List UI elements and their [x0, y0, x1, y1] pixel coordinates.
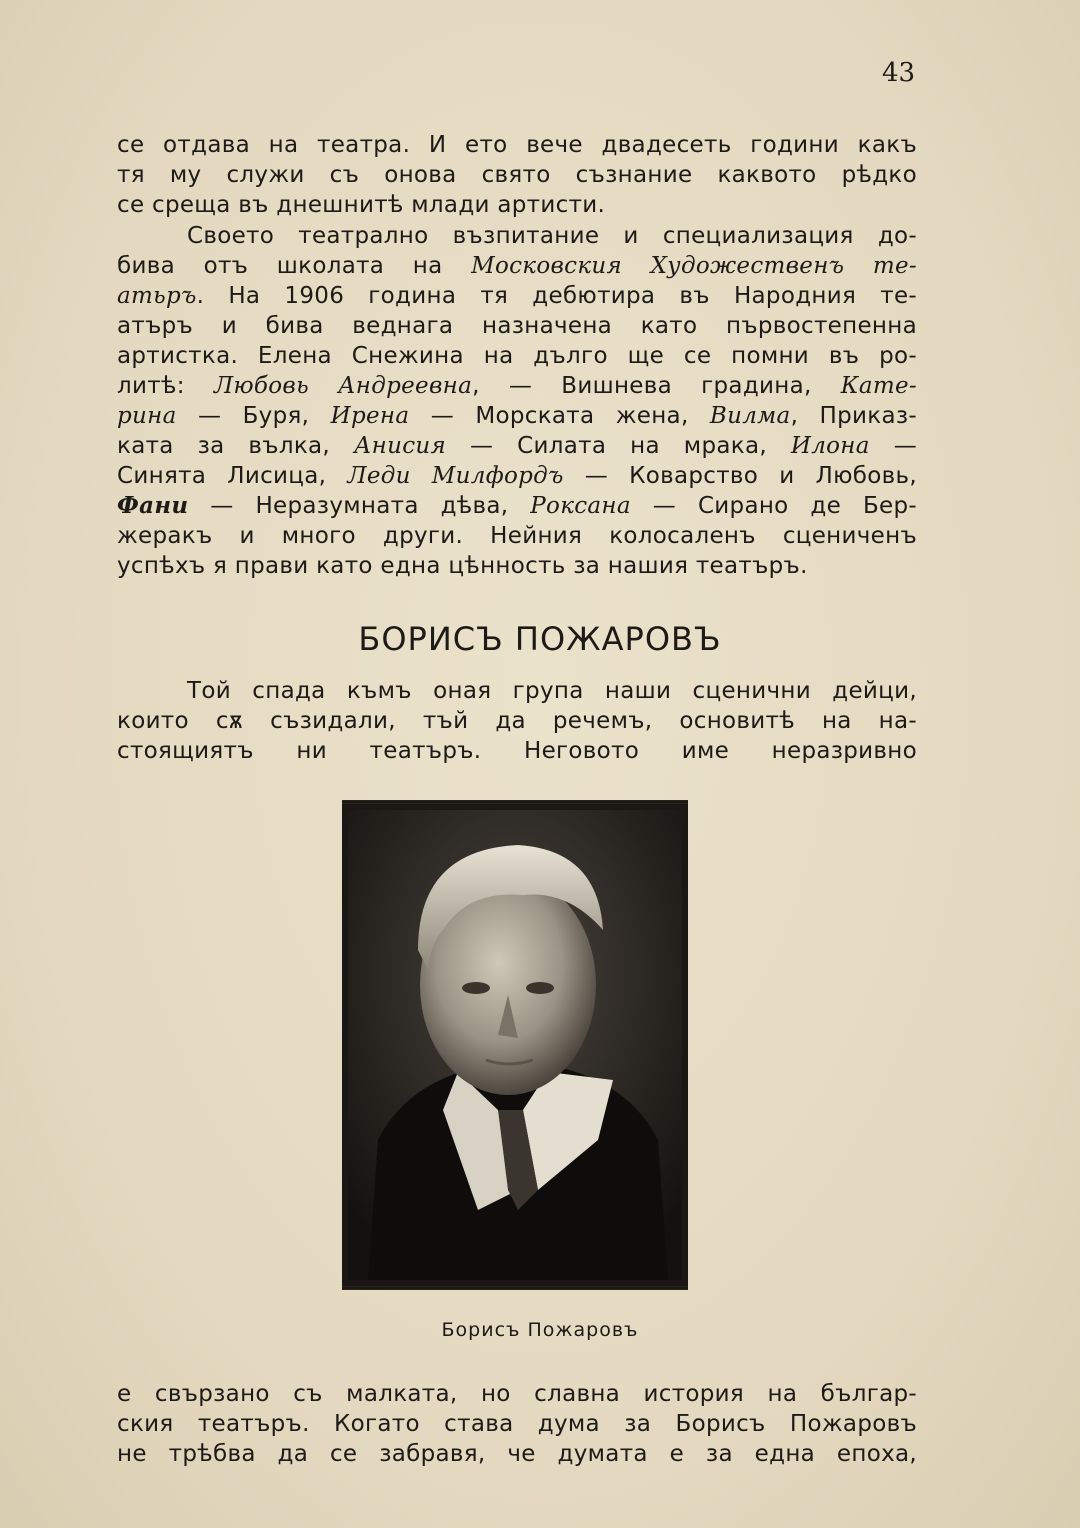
text-line: се отдава на театра. И ето вече двадесеть години какъ — [117, 132, 917, 158]
paragraph-opening — [117, 130, 917, 220]
section-heading: БОРИСЪ ПОЖАРОВЪ — [358, 620, 722, 658]
text-line: Синята Лисица, Леди Милфордъ — Коварство и Любовь, — [117, 463, 917, 489]
text-line: артистка. Елена Снежина на дълго ще се помни въ ро- — [117, 343, 917, 369]
text-line: успѣхъ я прави като една цѣнность за нашия театъръ. — [117, 553, 808, 579]
paragraph-pozharov-intro — [117, 676, 917, 766]
text-line: Своето театрално възпитание и специализация до- — [187, 223, 917, 249]
text-line: се среща въ днешнитѣ млади артисти. — [117, 192, 606, 218]
page-number: 43 — [882, 58, 916, 88]
text-line: атъръ и бива веднага назначена като първостепенна — [117, 313, 917, 339]
text-line: жеракъ и много други. Нейния колосаленъ сцениченъ — [117, 523, 917, 549]
paragraph-pozharov-continued — [117, 1379, 917, 1469]
text-line: ския театъръ. Когато става дума за Борисъ Пожаровъ — [117, 1411, 917, 1437]
text-line: е свързано съ малката, но славна история на българ- — [117, 1381, 917, 1407]
text-line: стоящиятъ ни театъръ. Неговото име неразривно — [117, 738, 917, 764]
text-line: Фани — Неразумната дѣва, Роксана — Сирано де Бер- — [117, 492, 917, 519]
text-line: не трѣбва да се забравя, че думата е за една епоха, — [117, 1441, 917, 1467]
portrait-photo — [342, 800, 688, 1290]
text-line: атьръ. На 1906 година тя дебютира въ Народния те- — [117, 283, 917, 309]
text-line: Той спада къмъ оная група наши сценични дейци, — [187, 678, 917, 704]
text-line: рина — Буря, Ирена — Морската жена, Вилма, Приказ- — [117, 403, 917, 429]
text-line: тя му служи съ онова свято съзнание каквото рѣдко — [117, 162, 917, 188]
text-line: бива отъ школата на Московския Художественъ те- — [117, 253, 917, 279]
paragraph-snezhina-biography — [117, 221, 917, 581]
text-line: литѣ: Любовь Андреевна, — Вишнева градина, Кате- — [117, 373, 917, 399]
text-line: които сѫ съзидали, тъй да речемъ, основитѣ на на- — [117, 708, 917, 734]
photo-caption: Борисъ Пожаровъ — [441, 1319, 639, 1341]
text-line: ката за вълка, Анисия — Силата на мрака, Илона — — [117, 433, 917, 459]
portrait-illustration — [348, 810, 682, 1280]
